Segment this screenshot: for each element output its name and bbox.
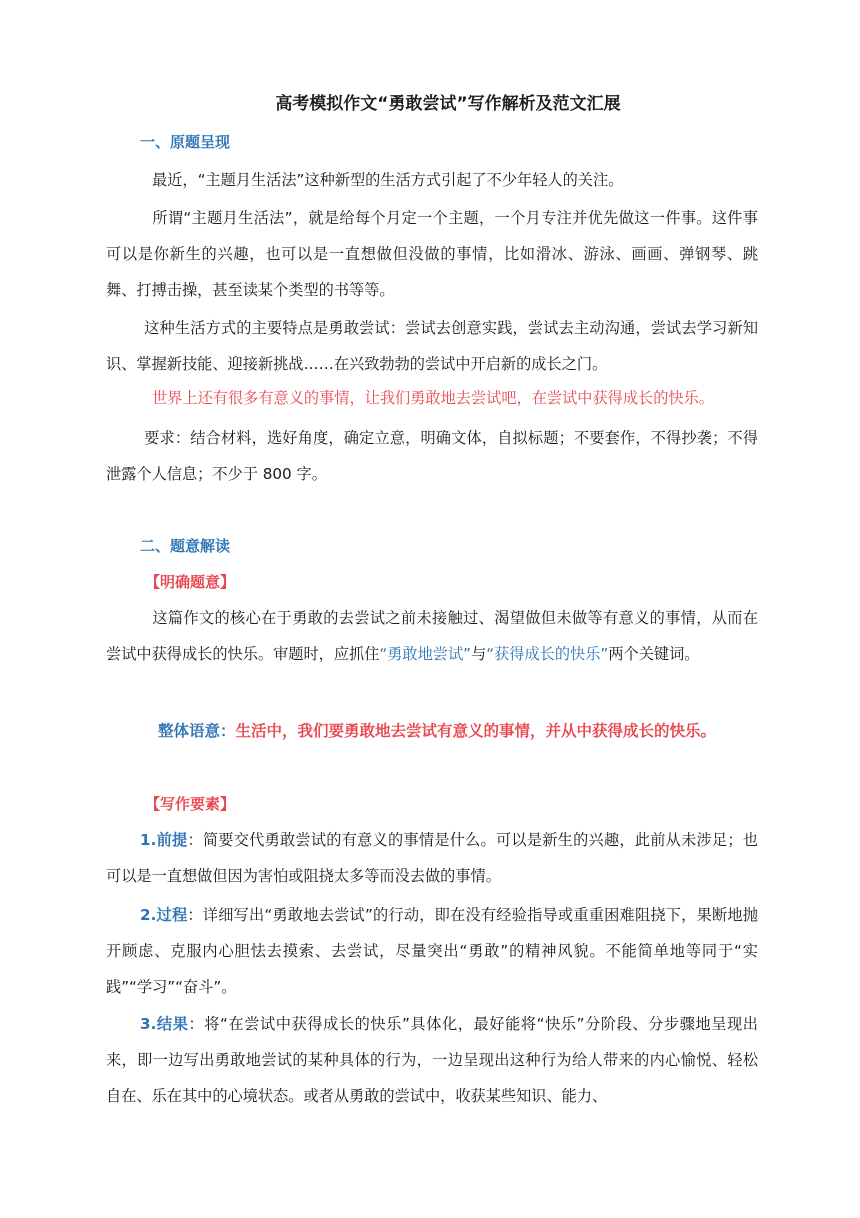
element-premise-label: 1.前提 [140,831,188,849]
element-result-label: 3.结果 [140,1015,189,1033]
element-premise-text: ：简要交代勇敢尝试的有意义的事情是什么。可以是新生的兴趣，此前从未涉足；也可以是一直想做但因为害怕或阻挠太多等而没去做的事情。 [106,831,758,885]
element-premise [106,822,758,894]
section1-p1-text: 最近，“主题月生活法”这种新型的生活方式引起了不少年轻人的关注。 [152,171,624,189]
element-process-label: 2.过程 [140,906,188,924]
section2-p1-text-b: 与 [471,645,487,663]
overall-meaning [158,720,716,742]
element-process [106,897,758,1005]
section1-paragraph-1 [106,162,758,198]
section2-p1-text-a: 这篇作文的核心在于勇敢的去尝试之前未接触过、渴望做但未做等有意义的事情，从而在尝试中获得成长的快乐。审题时，应抓住 [106,609,758,663]
section2-p1-text-c: 两个关键词。 [608,645,700,663]
overall-meaning-text: 生活中，我们要勇敢地去尝试有意义的事情，并从中获得成长的快乐。 [235,722,717,740]
keyword-brave-attempt: “勇敢地尝试” [379,645,472,663]
section1-p2-text: 所谓“主题月生活法”，就是给每个月定一个主题，一个月专注并优先做这一件事。这件事可以是你新生的兴趣，也可以是一直想做但没做的事情，比如滑冰、游泳、画画、弹钢琴、跳舞、打搏击操，甚至读某个类型的书等等。 [106,209,758,299]
document-title: 高考模拟作文“勇敢尝试”写作解析及范文汇展 [275,94,621,114]
section2-paragraph-1 [106,600,758,672]
section1-p5-text: 要求：结合材料，选好角度，确定立意，明确文体，自拟标题；不要套作，不得抄袭；不得泄露个人信息；不少于 800 字。 [106,429,758,483]
section1-paragraph-3 [106,310,758,382]
section2-subheading-2: 【写作要素】 [145,795,236,813]
section1-heading: 一、原题呈现 [140,133,231,151]
overall-meaning-label: 整体语意： [158,722,236,740]
section1-paragraph-2 [106,200,758,308]
element-result [106,1006,758,1114]
element-result-text: ：将“在尝试中获得成长的快乐”具体化，最好能将“快乐”分阶段、分步骤地呈现出来，即一边写出勇敢地尝试的某种具体的行为，一边呈现出这种行为给人带来的内心愉悦、轻松自在、乐在其中的心境状态。或者从勇敢的尝试中，收获某些知识、能力、 [106,1015,758,1105]
section1-requirements [106,420,758,492]
section1-paragraph-4 [106,380,758,416]
section1-p4-text: 世界上还有很多有意义的事情，让我们勇敢地去尝试吧，在尝试中获得成长的快乐。 [152,389,714,407]
section2-subheading-1: 【明确题意】 [145,573,236,591]
element-process-text: ：详细写出“勇敢地去尝试”的行动，即在没有经验指导或重重困难阻挠下，果断地抛开顾虑、克服内心胆怯去摸索、去尝试，尽量突出“勇敢”的精神风貌。不能简单地等同于“实践”“学习”“奋斗”。 [106,906,758,996]
section2-heading: 二、题意解读 [140,537,231,555]
section1-p3-text: 这种生活方式的主要特点是勇敢尝试：尝试去创意实践，尝试去主动沟通，尝试去学习新知识、掌握新技能、迎接新挑战……在兴致勃勃的尝试中开启新的成长之门。 [106,319,758,373]
keyword-growth-joy: “获得成长的快乐” [486,645,609,663]
